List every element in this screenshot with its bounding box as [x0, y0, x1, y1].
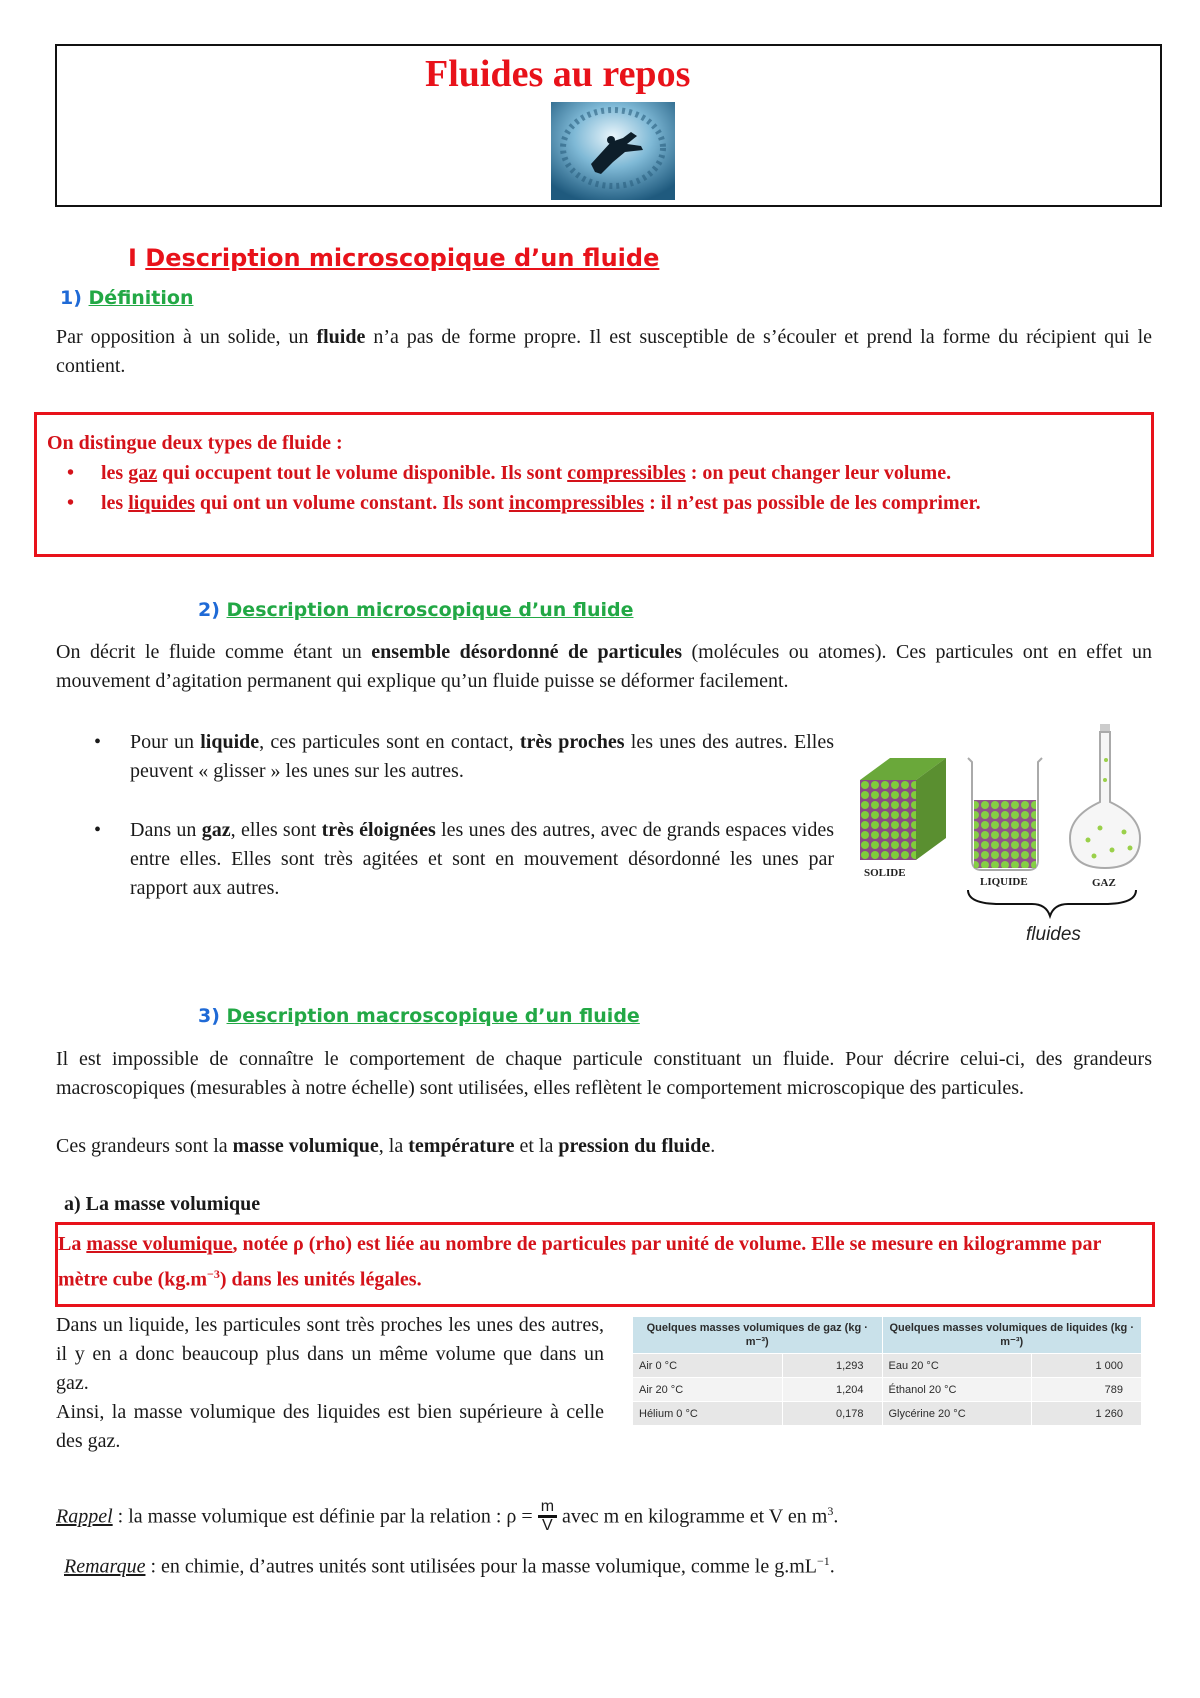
table-row: Air 0 °C 1,293 Eau 20 °C 1 000: [633, 1354, 1142, 1378]
gas-bullet: • Dans un gaz, elles sont très éloignées les unes des autres, avec de grands espaces vides entre elles. Elles sont très agitées et sont en mouvement désordonné les unes par rapport aux autres.: [94, 816, 834, 903]
density-formula: $\frac{m}{V}$: [538, 1499, 557, 1534]
states-of-matter-figure: [850, 720, 1150, 950]
density-table: [632, 1316, 1142, 1426]
table-row: Hélium 0 °C 0,178 Glycérine 20 °C 1 260: [633, 1402, 1142, 1426]
macro-paragraph-2: Ces grandeurs sont la masse volumique, la température et la pression du fluide.: [56, 1135, 716, 1157]
macro-paragraph-1: Il est impossible de connaître le comportement de chaque particule constituant un fluide. Pour décrire celui-ci, des grandeurs macroscopiques (mesurables à notre échelle) sont utilisées, elles reflètent le comportement microscopique des particules.: [56, 1048, 1152, 1099]
table-header-gas: Quelques masses volumiques de gaz (kg · m⁻³): [633, 1317, 883, 1354]
gas-label: GAZ: [1092, 877, 1116, 889]
definition-paragraph: Par opposition à un solide, un fluide n’a pas de forme propre. Il est susceptible de s’écouler et prend la forme du récipient qui le contient.: [56, 326, 1153, 377]
rappel-line: Rappel : la masse volumique est définie par la relation : ρ = $\frac{m}{V}$ avec m en kilogramme et V en $m^3$.: [56, 1497, 839, 1534]
title-box: [55, 44, 1162, 207]
table-row: Air 20 °C 1,204 Éthanol 20 °C 789: [633, 1378, 1142, 1402]
fluid-types-intro: On distingue deux types de fluide :: [47, 432, 343, 454]
diver-image: [551, 102, 675, 200]
table-header-liquid: Quelques masses volumiques de liquides (kg · m⁻³): [882, 1317, 1142, 1354]
liquid-definition: • les liquides qui ont un volume constant. Ils sont incompressibles : il n’est pas possible de les comprimer.: [47, 488, 1151, 518]
micro-paragraph: On décrit le fluide comme étant un ensemble désordonné de particules (molécules ou atomes). Ces particules ont en effet un mouvement d’agitation permanent qui explique qu’un fluide puisse se déformer facilement.: [56, 641, 1152, 692]
definition-heading: 1) Définition: [60, 287, 194, 309]
density-heading: a) La masse volumique: [64, 1193, 261, 1215]
micro-heading: 2) Description microscopique d’un fluide: [198, 599, 634, 621]
solid-cube: [860, 758, 946, 860]
section-heading-1: I Description microscopique d’un fluide: [128, 244, 660, 272]
flask: [1070, 724, 1140, 868]
density-definition-box: La masse volumique, notée ρ (rho) est liée au nombre de particules par unité de volume. Elle se mesure en kilogramme par mètre cube $(kg.m^{-3})$ dans les unités légales.: [55, 1222, 1155, 1307]
fluid-types-box: [34, 412, 1154, 557]
remarque-line: Remarque : en chimie, d’autres unités sont utilisées pour la masse volumique, comme le $g.mL^{-1}$.: [64, 1554, 835, 1578]
solid-label: SOLIDE: [864, 867, 906, 879]
liquid-label: LIQUIDE: [980, 876, 1028, 888]
liquid-bullet: • Pour un liquide, ces particules sont en contact, très proches les unes des autres. Elles peuvent « glisser » les unes sur les autres.: [94, 728, 834, 786]
density-table-wrapper: [632, 1316, 1142, 1426]
fluids-label: fluides: [1026, 924, 1081, 945]
density-paragraph: Dans un liquide, les particules sont très proches les unes des autres, il y en a donc beaucoup plus dans un même volume que dans un gaz. Ainsi, la masse volumique des liquides est bien supérieure à celle des gaz.: [56, 1314, 604, 1452]
gas-definition: • les gaz qui occupent tout le volume disponible. Ils sont compressibles : on peut changer leur volume.: [47, 458, 1151, 488]
beaker: [968, 758, 1042, 870]
page-title: Fluides au repos: [425, 53, 691, 95]
macro-heading: 3) Description macroscopique d’un fluide: [198, 1005, 640, 1027]
fluids-brace: [968, 890, 1136, 916]
